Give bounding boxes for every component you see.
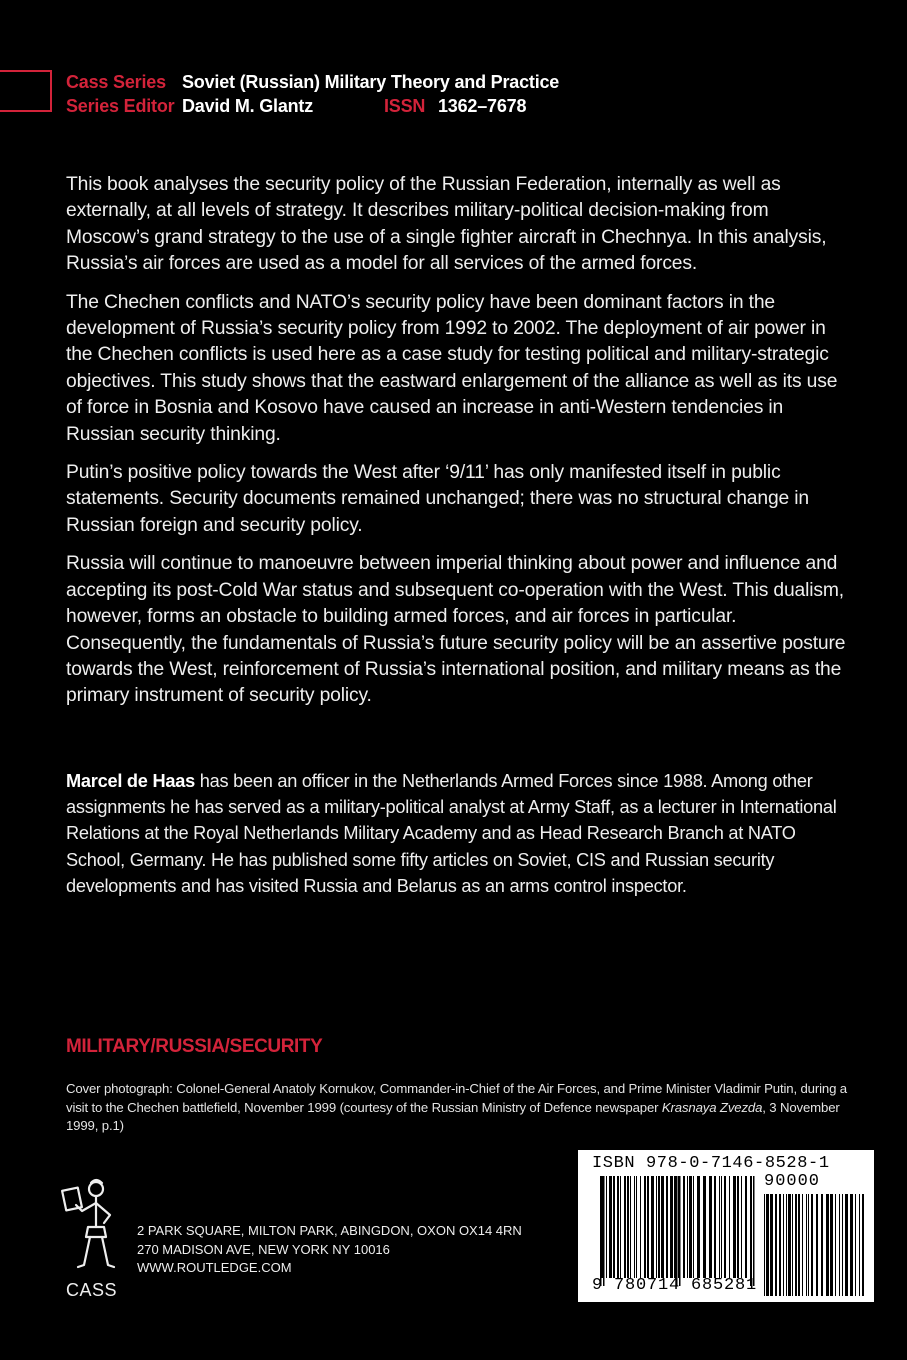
publisher-address [137, 1222, 522, 1278]
editor-row [66, 94, 527, 118]
series-label: Cass Series [66, 72, 166, 92]
credit-text: Cover photograph: Colonel-General Anatoly Kornukov, Commander-in-Chief of the Air Forces, and Prime Minister Vladimir Putin, during a visit to the Chechen battlefield, November 1999 (courtesy of the Russian Ministry of Defence newspaper [66, 1081, 847, 1115]
description-paragraph: Putin’s positive policy towards the West after ‘9/11’ has only manifested itself in public statements. Security documents remained unchanged; there was no structural change in Russian foreign and security policy. [66, 462, 810, 536]
issn-label: ISSN [384, 96, 426, 116]
series-title: Soviet (Russian) Military Theory and Practice [182, 72, 560, 92]
description-paragraph: This book analyses the security policy of the Russian Federation, internally as well as externally, at all levels of strategy. It describes military-political decision-making from Moscow’s grand strategy to the use of a single fighter aircraft in Chechnya. In this analysis, Russia’s air forces are used as a model for all services of the armed forces. [66, 174, 827, 275]
newspaper-title: Krasnaya Zvezda [661, 1099, 763, 1115]
price-addon-number: 90000 [764, 1172, 821, 1191]
author-bio [66, 768, 856, 899]
series-row [66, 70, 560, 94]
barcode-human-readable: 9 780714 685281 [592, 1276, 758, 1295]
publisher-website: WWW.ROUTLEDGE.COM [137, 1260, 292, 1275]
description-paragraph: Russia will continue to manoeuvre between imperial thinking about power and influence and accepting its post-Cold War status and subsequent co-operation with the West. This dualism, however, forms an obstacle to building armed forces, and air forces in particular. Consequently, the fundamentals of Russia’s future security policy will be an assertive posture towards the West, reinforcement of Russia’s international position, and military means as the primary instrument of security policy. [66, 553, 846, 707]
isbn-barcode [578, 1150, 874, 1302]
address-line: 2 PARK SQUARE, MILTON PARK, ABINGDON, OXON OX14 4RN [137, 1223, 522, 1238]
editor-label: Series Editor [66, 96, 175, 116]
isbn-number: ISBN 978-0-7146-8528-1 [592, 1154, 830, 1173]
subject-category: MILITARY/RUSSIA/SECURITY [66, 1036, 323, 1057]
series-frame [0, 70, 52, 112]
credit-text-end: , 3 November 1999, p.1) [66, 1099, 840, 1134]
series-block [66, 70, 560, 118]
editor-name: David M. Glantz [182, 96, 314, 116]
issn-value: 1362–7678 [438, 96, 527, 116]
author-name: Marcel de Haas [66, 771, 195, 791]
description-paragraph: The Chechen conflicts and NATO’s security policy have been dominant factors in the development of Russia’s security policy from 1992 to 2002. The deployment of air power in the Chechen conflicts is used here as a case study for testing political and military-strategic objectives. This study shows that the eastward enlargement of the alliance as well as its use of force in Bosnia and Kosovo have caused an increase in anti-Western tendencies in Russian security thinking. [66, 291, 838, 445]
cover-photo-credit [66, 1080, 866, 1136]
cass-figure-logo-icon [58, 1175, 124, 1275]
book-description [66, 172, 856, 722]
publisher-logo-text: CASS [66, 1280, 118, 1300]
author-bio-text: has been an officer in the Netherlands Armed Forces since 1988. Among other assignments he has served as a military-political analyst at Army Staff, as a lecturer in International Relations at the Royal Netherlands Military Academy and as Head Research Branch at NATO School, Germany. He has published some fifty articles on Soviet, CIS and Russian security developments and has visited Russia and Belarus as an arms control inspector. [66, 771, 837, 896]
address-line: 270 MADISON AVE, NEW YORK NY 10016 [137, 1241, 390, 1257]
